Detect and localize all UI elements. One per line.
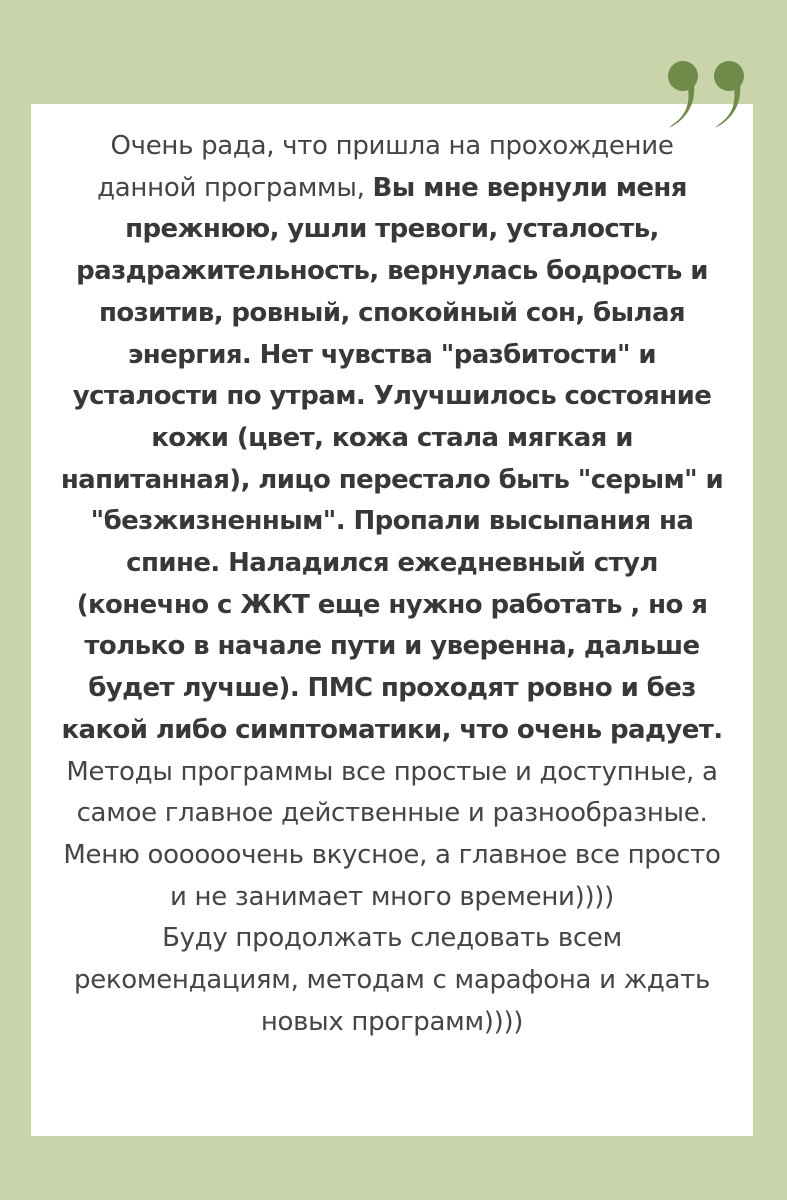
testimonial-highlight: Вы мне вернули меня прежнюю, ушли тревоги, усталость, раздражительность, вернулась бодрость и позитив, ровный, спокойный сон, былая энергия. Нет чувства "разбитости" и усталости по утрам. Улучшилось состояние кожи (цвет, кожа стала мягкая и напитанная), лицо перестало быть "серым" и "безжизненным". Пропали высыпания на спине. Наладился ежедневный стул (конечно с ЖКТ еще нужно работать , но я только в начале пути и уверенна, дальше будет лучше). ПМС проходят ровно и без какой либо симптоматики, что очень радует. xyxy=(60,172,724,745)
closing-double-quote-icon xyxy=(663,52,755,132)
testimonial-intro: Очень рада, что пришла на прохождение данной программы, xyxy=(97,131,674,203)
testimonial-text xyxy=(60,126,724,1043)
testimonial-closing: Буду продолжать следовать всем рекомендациям, методам с марафона и ждать новых программ)))) xyxy=(74,923,710,1037)
testimonial-methods: Методы программы все простые и доступные, а самое главное действенные и разнообразные. Меню оооооочень вкусное, а главное все просто и не занимает много времени)))) xyxy=(63,756,721,912)
